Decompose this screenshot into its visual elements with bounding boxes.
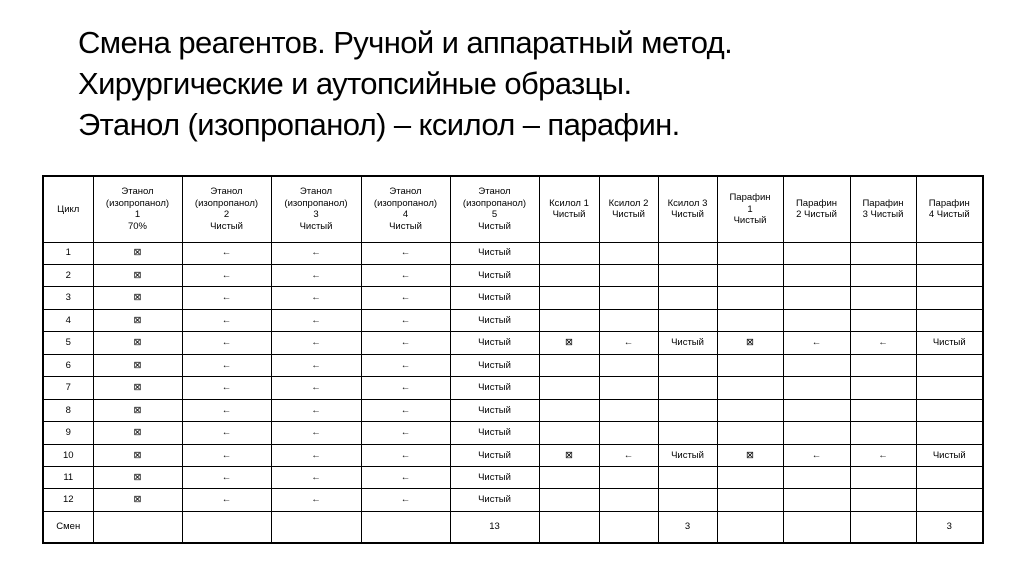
table-cell	[599, 377, 658, 399]
table-cell: Чистый	[450, 444, 539, 466]
cycle-number-cell: 11	[43, 467, 93, 489]
table-cell	[717, 377, 783, 399]
table-cell	[658, 422, 717, 444]
table-cell	[717, 287, 783, 309]
summary-row	[43, 511, 983, 543]
table-cell	[658, 467, 717, 489]
table-cell	[916, 489, 983, 511]
cycle-number-cell: 1	[43, 242, 93, 264]
table-cell: ←	[361, 467, 450, 489]
header-line: 70%	[127, 220, 147, 232]
table-cell	[783, 377, 850, 399]
cycle-number-cell: 12	[43, 489, 93, 511]
table-cell	[783, 467, 850, 489]
header-column-6	[539, 176, 599, 242]
table-cell	[658, 264, 717, 286]
table-cell: ←	[271, 399, 361, 421]
header-column-9	[717, 176, 783, 242]
table-row	[43, 399, 983, 421]
header-line: Ксилол 2	[608, 197, 649, 209]
header-line: Ксилол 1	[549, 197, 589, 209]
table-row	[43, 467, 983, 489]
table-cell: ⊠	[93, 489, 182, 511]
summary-cell: 13	[450, 511, 539, 543]
table-cell	[850, 309, 916, 331]
table-cell: ←	[361, 399, 450, 421]
header-line: Этанол	[389, 186, 422, 198]
header-line: 3	[313, 209, 319, 221]
table-cell	[850, 399, 916, 421]
table-cell	[599, 354, 658, 376]
table-cell: ⊠	[93, 467, 182, 489]
table-cell: ←	[182, 422, 271, 444]
table-cell	[783, 354, 850, 376]
header-line: Этанол	[210, 186, 243, 198]
cycle-number-cell: 7	[43, 377, 93, 399]
table-cell: ←	[271, 467, 361, 489]
header-line: 2 Чистый	[796, 209, 837, 221]
table-cell	[717, 489, 783, 511]
table-cell: ←	[182, 287, 271, 309]
table-cell: Чистый	[450, 467, 539, 489]
table-cell	[850, 264, 916, 286]
table-cell: Чистый	[450, 377, 539, 399]
table-cell: Чистый	[450, 264, 539, 286]
table-cell: ←	[850, 444, 916, 466]
cycle-number-cell: 10	[43, 444, 93, 466]
table-cell: ←	[271, 354, 361, 376]
header-line: Парафин	[729, 192, 771, 203]
table-cell	[916, 422, 983, 444]
table-cell: ←	[271, 309, 361, 331]
header-line: Чистый	[671, 209, 704, 221]
header-line: (изопропанол)	[105, 197, 170, 209]
table-cell	[658, 354, 717, 376]
table-cell	[539, 467, 599, 489]
table-cell: ←	[271, 332, 361, 354]
header-line: (изопропанол)	[284, 197, 348, 209]
table-cell	[658, 287, 717, 309]
header-line: Парафин	[928, 197, 970, 209]
summary-cell	[361, 511, 450, 543]
header-line: Чистый	[299, 220, 333, 232]
table-row	[43, 287, 983, 309]
header-line: Чистый	[210, 220, 243, 232]
summary-cell	[182, 511, 271, 543]
table-cell: ←	[599, 332, 658, 354]
table-cell: ←	[361, 309, 450, 331]
table-cell: ⊠	[93, 354, 182, 376]
header-line: 2	[223, 209, 230, 221]
table-cell: ←	[361, 354, 450, 376]
table-cell: ←	[271, 242, 361, 264]
table-cell	[599, 264, 658, 286]
header-line: Этанол	[299, 186, 333, 198]
table-cell	[850, 377, 916, 399]
summary-cell: 3	[916, 511, 983, 543]
table-cell: ⊠	[93, 287, 182, 309]
table-cell	[717, 242, 783, 264]
table-cell	[850, 422, 916, 444]
table-cell: ←	[783, 332, 850, 354]
table-cell: ←	[361, 444, 450, 466]
header-line: (изопропанол)	[462, 197, 527, 209]
table-row	[43, 489, 983, 511]
cycle-number-cell: 8	[43, 399, 93, 421]
header-line: Чистый	[552, 209, 586, 221]
table-cell	[783, 287, 850, 309]
cycle-number-cell: 9	[43, 422, 93, 444]
table-cell: Чистый	[450, 287, 539, 309]
table-cell	[850, 467, 916, 489]
header-cycle	[43, 176, 93, 242]
table-cell	[539, 309, 599, 331]
slide-title	[78, 22, 978, 145]
table-cell: Чистый	[450, 332, 539, 354]
table-cell	[717, 399, 783, 421]
table-cell	[599, 399, 658, 421]
header-line: Чистый	[612, 209, 645, 221]
header-line: Парафин	[795, 197, 838, 209]
table-cell: ⊠	[93, 309, 182, 331]
header-column-5	[450, 176, 539, 242]
table-cell	[850, 242, 916, 264]
table-cell: ←	[182, 444, 271, 466]
cycle-number-cell: 5	[43, 332, 93, 354]
table-cell: ←	[361, 242, 450, 264]
header-line: (изопропанол)	[194, 197, 259, 209]
table-cell	[539, 489, 599, 511]
header-column-7	[599, 176, 658, 242]
table-cell	[783, 309, 850, 331]
table-row	[43, 377, 983, 399]
table-cell: Чистый	[450, 354, 539, 376]
table-cell	[916, 264, 983, 286]
table-cell: ←	[361, 264, 450, 286]
summary-label: Смен	[43, 511, 93, 543]
table-cell	[599, 489, 658, 511]
header-column-12	[916, 176, 983, 242]
table-cell: ⊠	[93, 377, 182, 399]
header-line: 1	[134, 209, 141, 221]
header-column-3	[271, 176, 361, 242]
table-cell	[916, 242, 983, 264]
table-cell	[717, 354, 783, 376]
title-line-2: Хирургические и аутопсийные образцы.	[78, 66, 632, 101]
table-cell: ←	[599, 444, 658, 466]
table-cell: ←	[271, 287, 361, 309]
table-cell: ←	[361, 287, 450, 309]
table-cell	[916, 309, 983, 331]
cycle-number-cell: 4	[43, 309, 93, 331]
summary-cell	[539, 511, 599, 543]
table-cell: ⊠	[93, 332, 182, 354]
title-line-3: Этанол (изопропанол) – ксилол – парафин.	[78, 107, 680, 142]
table-row	[43, 309, 983, 331]
reagent-change-table	[42, 175, 984, 544]
table-row	[43, 264, 983, 286]
table-cell: ←	[271, 377, 361, 399]
table-cell	[783, 264, 850, 286]
table-cell	[539, 422, 599, 444]
table-cell: ←	[182, 467, 271, 489]
table-cell: ←	[271, 444, 361, 466]
table-cell: ←	[182, 489, 271, 511]
table-cell	[658, 309, 717, 331]
table-row	[43, 422, 983, 444]
table-cell	[658, 242, 717, 264]
cycle-number-cell: 3	[43, 287, 93, 309]
header-line: Цикл	[57, 203, 80, 215]
header-line: 5	[491, 209, 498, 221]
table-cell	[916, 399, 983, 421]
table-cell: ←	[182, 309, 271, 331]
table-cell	[539, 264, 599, 286]
header-line: Чистый	[478, 220, 511, 232]
table-cell: ←	[361, 489, 450, 511]
table-row	[43, 242, 983, 264]
header-line: 4	[402, 209, 409, 221]
table-cell	[658, 399, 717, 421]
table-cell	[717, 422, 783, 444]
table-cell: ←	[271, 422, 361, 444]
header-column-1	[93, 176, 182, 242]
table-cell: Чистый	[450, 422, 539, 444]
table-cell: ⊠	[717, 332, 783, 354]
table-cell	[599, 287, 658, 309]
table-cell	[599, 467, 658, 489]
table-cell	[916, 354, 983, 376]
table-cell	[850, 489, 916, 511]
table-cell	[916, 377, 983, 399]
table-cell: ←	[182, 332, 271, 354]
table-cell: ←	[182, 354, 271, 376]
table-cell: Чистый	[658, 444, 717, 466]
summary-cell	[717, 511, 783, 543]
table-cell: ⊠	[539, 444, 599, 466]
table-cell: Чистый	[658, 332, 717, 354]
title-line-1: Смена реагентов. Ручной и аппаратный метод.	[78, 25, 733, 60]
table-cell: ←	[271, 264, 361, 286]
table-cell	[658, 489, 717, 511]
summary-cell: 3	[658, 511, 717, 543]
header-line: (изопропанол)	[373, 197, 438, 209]
table-cell: ←	[182, 377, 271, 399]
table-cell	[658, 377, 717, 399]
header-line: Чистый	[733, 215, 767, 226]
header-column-8	[658, 176, 717, 242]
table-row	[43, 332, 983, 354]
header-column-4	[361, 176, 450, 242]
header-line: Чистый	[389, 220, 422, 232]
summary-cell	[93, 511, 182, 543]
summary-cell	[850, 511, 916, 543]
table-cell	[717, 264, 783, 286]
table-cell: ←	[271, 489, 361, 511]
table-cell	[916, 287, 983, 309]
table-cell	[783, 399, 850, 421]
header-line: 1	[747, 203, 753, 215]
table-cell	[850, 354, 916, 376]
table-cell	[539, 399, 599, 421]
header-line: Этанол	[121, 186, 154, 198]
header-line: 3 Чистый	[862, 209, 904, 221]
table-cell	[539, 287, 599, 309]
header-line: Парафин	[862, 197, 904, 209]
table-cell: ⊠	[93, 422, 182, 444]
table-row	[43, 444, 983, 466]
table-cell: ←	[361, 422, 450, 444]
header-column-11	[850, 176, 916, 242]
table-cell: ←	[182, 399, 271, 421]
table-cell	[783, 422, 850, 444]
table-cell	[916, 467, 983, 489]
summary-cell	[599, 511, 658, 543]
table-cell	[599, 242, 658, 264]
table-cell: ⊠	[93, 399, 182, 421]
table-cell: ←	[361, 332, 450, 354]
table-row	[43, 354, 983, 376]
cycle-number-cell: 6	[43, 354, 93, 376]
table-cell	[539, 354, 599, 376]
table-cell: Чистый	[450, 399, 539, 421]
table-cell: ←	[361, 377, 450, 399]
table-cell: Чистый	[916, 444, 983, 466]
table-cell	[539, 242, 599, 264]
header-line: Ксилол 3	[667, 197, 708, 209]
table-cell: Чистый	[450, 489, 539, 511]
table-cell: ⊠	[717, 444, 783, 466]
table-cell: Чистый	[450, 242, 539, 264]
table-cell: Чистый	[450, 309, 539, 331]
table-cell	[599, 422, 658, 444]
header-column-10	[783, 176, 850, 242]
table-cell: ⊠	[539, 332, 599, 354]
summary-cell	[271, 511, 361, 543]
header-line: Этанол	[478, 186, 511, 198]
header-line: 4 Чистый	[928, 209, 970, 221]
table-cell: ←	[182, 264, 271, 286]
table-cell	[717, 467, 783, 489]
header-column-2	[182, 176, 271, 242]
table-cell	[850, 287, 916, 309]
table-cell	[599, 309, 658, 331]
table-cell: ←	[850, 332, 916, 354]
table-cell	[783, 242, 850, 264]
table-cell: ⊠	[93, 444, 182, 466]
summary-cell	[783, 511, 850, 543]
table-cell: ⊠	[93, 264, 182, 286]
table-cell	[539, 377, 599, 399]
table-cell	[717, 309, 783, 331]
table-cell: ←	[182, 242, 271, 264]
table-cell	[783, 489, 850, 511]
cycle-number-cell: 2	[43, 264, 93, 286]
table-cell: Чистый	[916, 332, 983, 354]
table-cell: ⊠	[93, 242, 182, 264]
table-cell: ←	[783, 444, 850, 466]
table-header-row	[43, 176, 983, 242]
